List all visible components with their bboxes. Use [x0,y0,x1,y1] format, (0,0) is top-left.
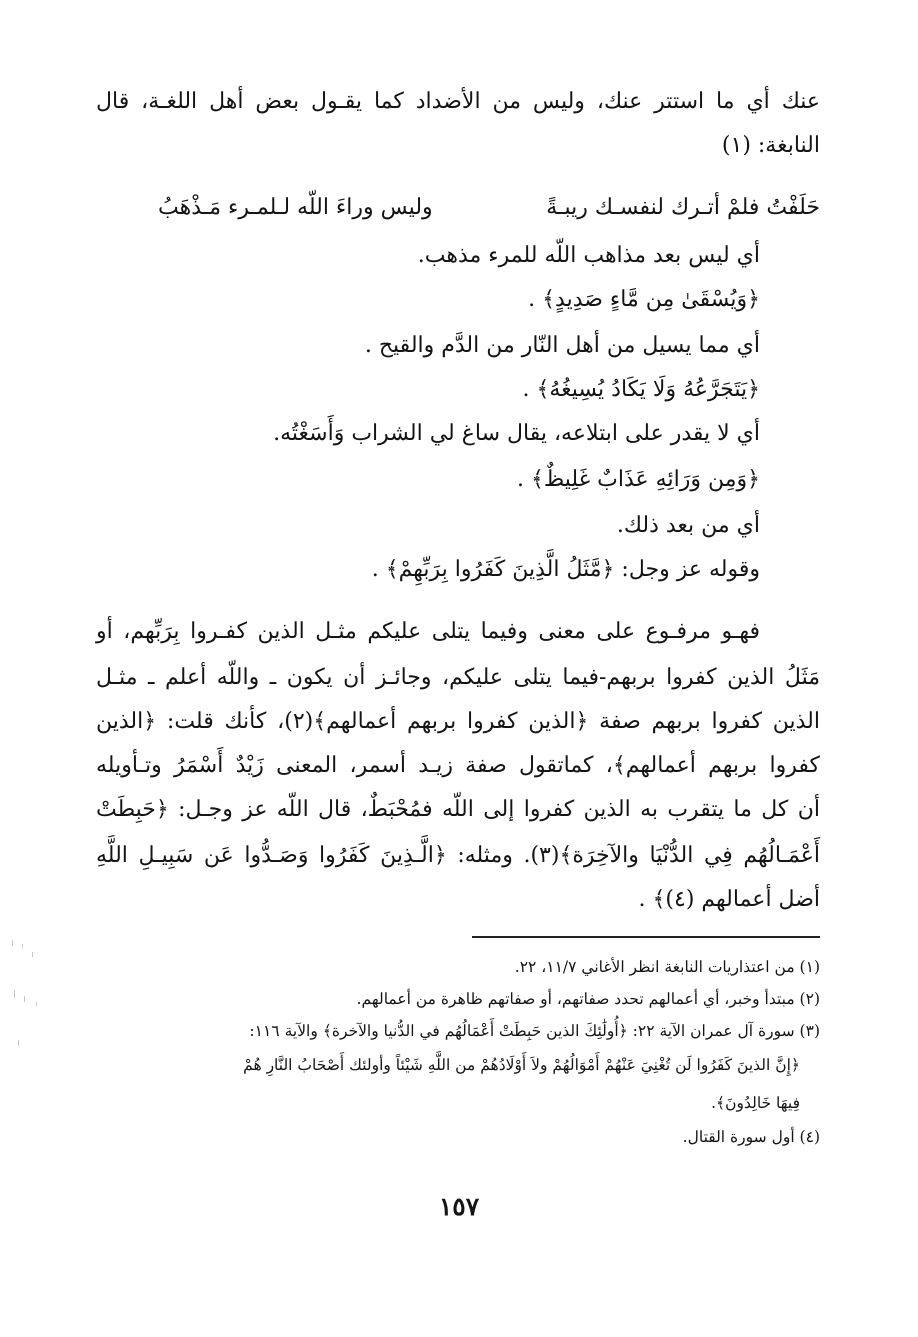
footnote-continuation: فِيهَا خَالِدُونَ﴾. [711,1094,800,1112]
commentary-line: أي ليس بعد مذاهب اللّه للمرء مذهب. [417,243,760,268]
paragraph-line: أن كل ما يتقرب به الذين كفروا إلى اللّه فمُحْبَطٌ، قال اللّه عز وجـل: ﴿حَبِطَتْ [96,797,820,822]
footnote: (٤) أول سورة القتال. [682,1128,820,1146]
paragraph-line: أَعْمَـالُهُم فِي الدُّنْيَا والآخِرَة﴾(٣). ومثله: ﴿الَّـذِينَ كَفَرُوا وَصَـدُّوا عَن سَبِيـلِ اللَّهِ [96,843,820,868]
quran-verse: ﴿وَمِن وَرَائِهِ عَذَابٌ غَلِيظٌ﴾ . [517,467,760,492]
quran-verse: ﴿يَتَجَرَّعُهُ وَلَا يَكَادُ يُسِيغُهُ﴾ . [522,377,760,402]
commentary-line: أي لا يقدر على ابتلاعه، يقال ساغ لي الشراب وَأَسَغْتُه. [273,421,760,446]
page-number: ١٥٧ [438,1192,480,1221]
footnote-rule [472,936,820,938]
scan-noise [8,930,48,1070]
paragraph-line: فهـو مرفـوع على معنى وفيما يتلى عليكم مثـل الذين كفـروا بِرَبِّهم، أو [96,619,760,644]
commentary-line: أي مما يسيل من أهل النّار من الدَّم والقيح . [364,333,760,358]
commentary-line: وقوله عز وجل: ﴿مَّثَلُ الَّذِينَ كَفَرُوا بِرَبِّهِمْ﴾ . [371,557,760,582]
footnote: (١) من اعتذاريات النابغة انظر الأغاني ١١/٧، ٢٢. [514,958,820,976]
paragraph-line: مَثَلُ الذين كفروا بربهم-فيما يتلى عليكم، وجائـز أن يكون ـ واللّه أعلم ـ مثـل [96,665,820,690]
footnote: (٣) سورة آل عمران الآية ٢٢: ﴿أُولَٰئِكَ الذين حَبِطَتْ أَعْمَالُهُم في الدُّنيا والآخرة﴾ والآية ١١٦: [249,1022,820,1040]
body-line: النابغة: (١) [721,133,820,158]
paragraph-line: أضل أعمالهم (٤)﴾ . [638,887,820,912]
body-line: عنك أي ما استتر عنك، وليس من الأضداد كما يقـول بعض أهل اللغـة، قال [96,89,820,114]
paragraph-line: كفروا بربهم أعمالهم﴾، كماتقول صفة زيـد أسمر، المعنى زَيْدٌ أَسْمَرُ وتـأويله [96,753,820,778]
verse-second-hemistich: وليس وراءَ اللّه لـلمـرء مَـذْهَبُ [158,195,433,220]
quran-verse: ﴿وَيُسْقَىٰ مِن مَّاءٍ صَدِيدٍ﴾ . [528,287,760,312]
paragraph-line: الذين كفروا بربهم صفة ﴿الذين كفروا بربهم أعمالهم﴾(٢)، كأنك قلت: ﴿الذين [96,709,820,734]
footnote: (٢) مبتدأ وخبر، أي أعمالهم تحدد صفاتهم، أو صفاتهم ظاهرة من أعمالهم. [356,990,820,1008]
commentary-line: أي من بعد ذلك. [616,513,760,538]
verse-first-hemistich: حَلَفْتُ فلمْ أتـرك لنفسـك ريبـةً [546,195,820,220]
footnote-continuation: ﴿إِنَّ الذينَ كَفَرُوا لَن تُغْنِيَ عَنْهُمْ أَمْوَالُهُمْ ولاَ أَوْلَادُهُمْ من اللَّهِ شَيْئاً وأولئك أَصْحَابُ النَّارِ هُمْ [243,1056,800,1074]
